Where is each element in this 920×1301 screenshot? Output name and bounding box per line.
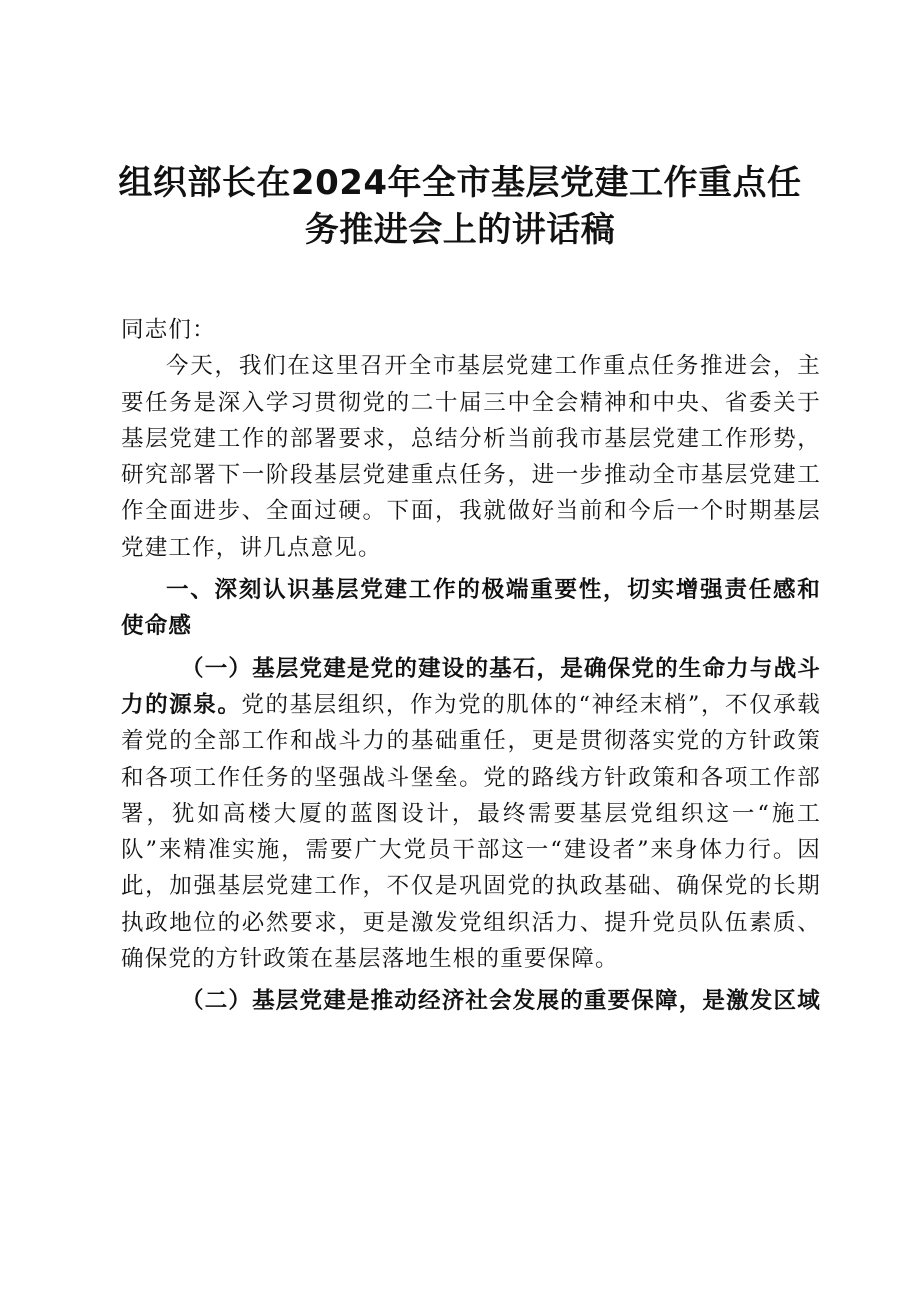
title-line-2: 务推进会上的讲话稿 (304, 210, 616, 250)
document-title (100, 160, 820, 254)
subsection-2-lead: （二）基层党建是推动经济社会发展的重要保障，是激发区域 (181, 988, 821, 1015)
salutation: 同志们： (121, 317, 216, 343)
subsection-2-paragraph (121, 983, 821, 1019)
intro-paragraph: 今天，我们在这里召开全市基层党建工作重点任务推进会，主要任务是深入学习贯彻党的二十届三中全会精神和中央、省委关于基层党建工作的部署要求，总结分析当前我市基层党建工作形势，研究部署下一阶段基层党建重点任务，进一步推动全市基层党建工作全面进步、全面过硬。下面，我就做好当前和今后一个时期基层党建工作，讲几点意见。 (121, 353, 821, 561)
document-body (121, 312, 821, 1020)
subsection-1-lead: （一）基层党建是党的建设的基石，是确保党的生命力与战斗力的源泉。 (121, 655, 821, 718)
section-1-heading: 一、深刻认识基层党建工作的极端重要性，切实增强责任感和使命感 (121, 577, 821, 640)
subsection-1-paragraph (121, 651, 821, 978)
title-line-1: 组织部长在2024年全市基层党建工作重点任 (118, 163, 802, 203)
subsection-1-body: 党的基层组织，作为党的肌体的“神经末梢”，不仅承载着党的全部工作和战斗力的基础重任，更是贯彻落实党的方针政策和各项工作任务的坚强战斗堡垒。党的路线方针政策和各项工作部署，犹如高楼大厦的蓝图设计，最终需要基层党组织这一“施工队”来精准实施，需要广大党员干部这一“建设者”来身体力行。因此，加强基层党建工作，不仅是巩固党的执政基础、确保党的长期执政地位的必然要求，更是激发党组织活力、提升党员队伍素质、确保党的方针政策在基层落地生根的重要保障。 (121, 691, 821, 973)
